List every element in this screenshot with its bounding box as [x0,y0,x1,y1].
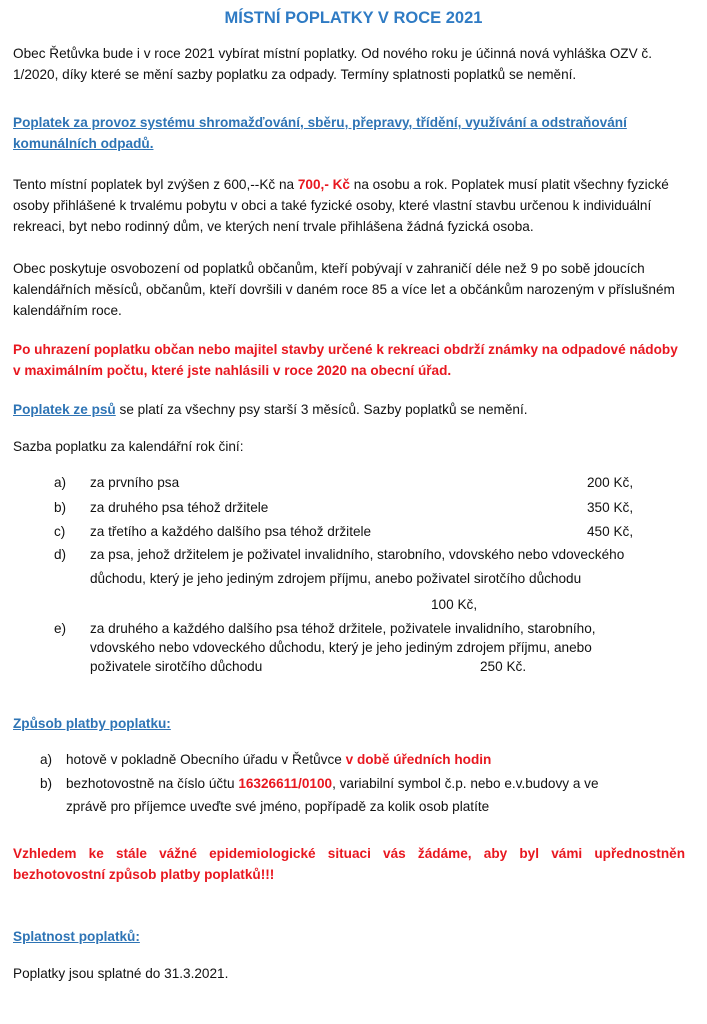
payment-heading [13,713,685,734]
dogs-text: se platí za všechny psy starší 3 měsíců. Sazby poplatků se nemění. [115,402,528,417]
rate-marker-d: d) [54,547,67,562]
stickers-notice: Po uhrazení poplatku občan nebo majitel stavby určené k rekreaci obdrží známky na odpadové nádoby v maximálním počtu, které jste nahlásili v roce 2020 na obecní úřad. [13,342,678,378]
payment-warning: Vzhledem ke stále vážné epidemiologické situaci vás žádáme, aby byl vámi upřednostněn bezhotovostní způsob platby poplatků!!! [13,846,685,882]
rate-text-a: za prvního psa [90,475,180,490]
due-heading-text: Splatnost poplatků: [13,929,140,944]
rate-marker-c: c) [54,524,66,539]
payment-heading-text: Způsob platby poplatku: [13,716,171,731]
office-hours-highlight: v době úředních hodin [345,752,492,767]
dogs-paragraph [13,399,685,420]
payment-marker-b: b) [40,776,53,791]
rate-amount-e: 250 Kč. [480,659,527,674]
due-heading [13,926,685,947]
waste-text-a: Tento místní poplatek byl zvýšen z 600,--Kč na [13,177,298,192]
dogs-heading: Poplatek ze psů [13,402,116,417]
rate-text-c: za třetího a každého dalšího psa téhož držitele [90,524,372,539]
rate-text-b: za druhého psa téhož držitele [90,500,269,515]
rate-marker-a: a) [54,475,67,490]
payment-cash-text: hotově v pokladně Obecního úřadu v Řetůvce [66,752,346,767]
waste-heading-text: Poplatek za provoz systému shromažďování, sběru, přepravy, třídění, využívání a odstraňování komunálních odpadů. [13,115,627,151]
bank-account-number: 16326611/0100 [238,776,333,791]
payment-option-transfer [66,774,599,794]
rate-amount-d: 100 Kč, [431,597,478,612]
rate-intro: Sazba poplatku za kalendářní rok činí: [13,439,244,454]
payment-marker-a: a) [40,752,53,767]
intro-paragraph: Obec Řetůvka bude i v roce 2021 vybírat místní poplatky. Od nového roku je účinná nová vyhláška OZV č. 1/2020, díky které se mění sazby poplatku za odpady. Termíny splatnosti poplatků se nemění. [13,46,652,82]
exemption-paragraph: Obec poskytuje osvobození od poplatků občanům, kteří pobývají v zahraničí déle než 9 po sobě jdoucích kalendářních měsíců, občanům, kteří dovršili v daném roce 85 a více let a občánkům narozeným v příslušném kalendářním roce. [13,261,675,318]
rate-text-e-line1: za druhého a každého dalšího psa téhož držitele, poživatele invalidního, starobního, [90,621,596,636]
due-text: Poplatky jsou splatné do 31.3.2021. [13,966,229,981]
rate-marker-b: b) [54,500,67,515]
waste-paragraph [13,174,685,237]
rate-text-e-line3: poživatele sirotčího důchodu [90,659,263,674]
rate-text-d-line1: za psa, jehož držitelem je poživatel invalidního, starobního, vdovského nebo vdoveckého [90,547,625,562]
rate-marker-e: e) [54,621,67,636]
rate-text-d-line2: důchodu, který je jeho jediným zdrojem příjmu, anebo poživatel sirotčího důchodu [90,571,582,586]
payment-option-cash [66,750,491,770]
rate-amount-a: 200 Kč, [587,475,634,490]
rate-text-e-line2: vdovského nebo vdoveckého důchodu, který je jeho jediným zdrojem příjmu, anebo [90,640,592,655]
rate-amount-c: 450 Kč, [587,524,634,539]
payment-transfer-text: bezhotovostně na číslo účtu [66,776,239,791]
waste-price-highlight: 700,- Kč [297,177,350,192]
payment-transfer-line2: zprávě pro příjemce uveďte své jméno, popřípadě za kolik osob platíte [66,799,490,814]
page-title: MÍSTNÍ POPLATKY V ROCE 2021 [224,9,483,27]
waste-text-b: na osobu a rok. Poplatek musí platit všechny fyzické osoby přihlášené k trvalému pobytu v obci a také fyzické osoby, které vlastní stavbu určenou k individuální rekreaci, byt nebo rodinný dům, ve kterých není trvale přihlášena žádná fyzická osoba. [13,177,669,234]
rate-amount-b: 350 Kč, [587,500,634,515]
payment-transfer-text-2: , variabilní symbol č.p. nebo e.v.budovy a ve [332,776,599,791]
waste-heading [13,112,685,154]
